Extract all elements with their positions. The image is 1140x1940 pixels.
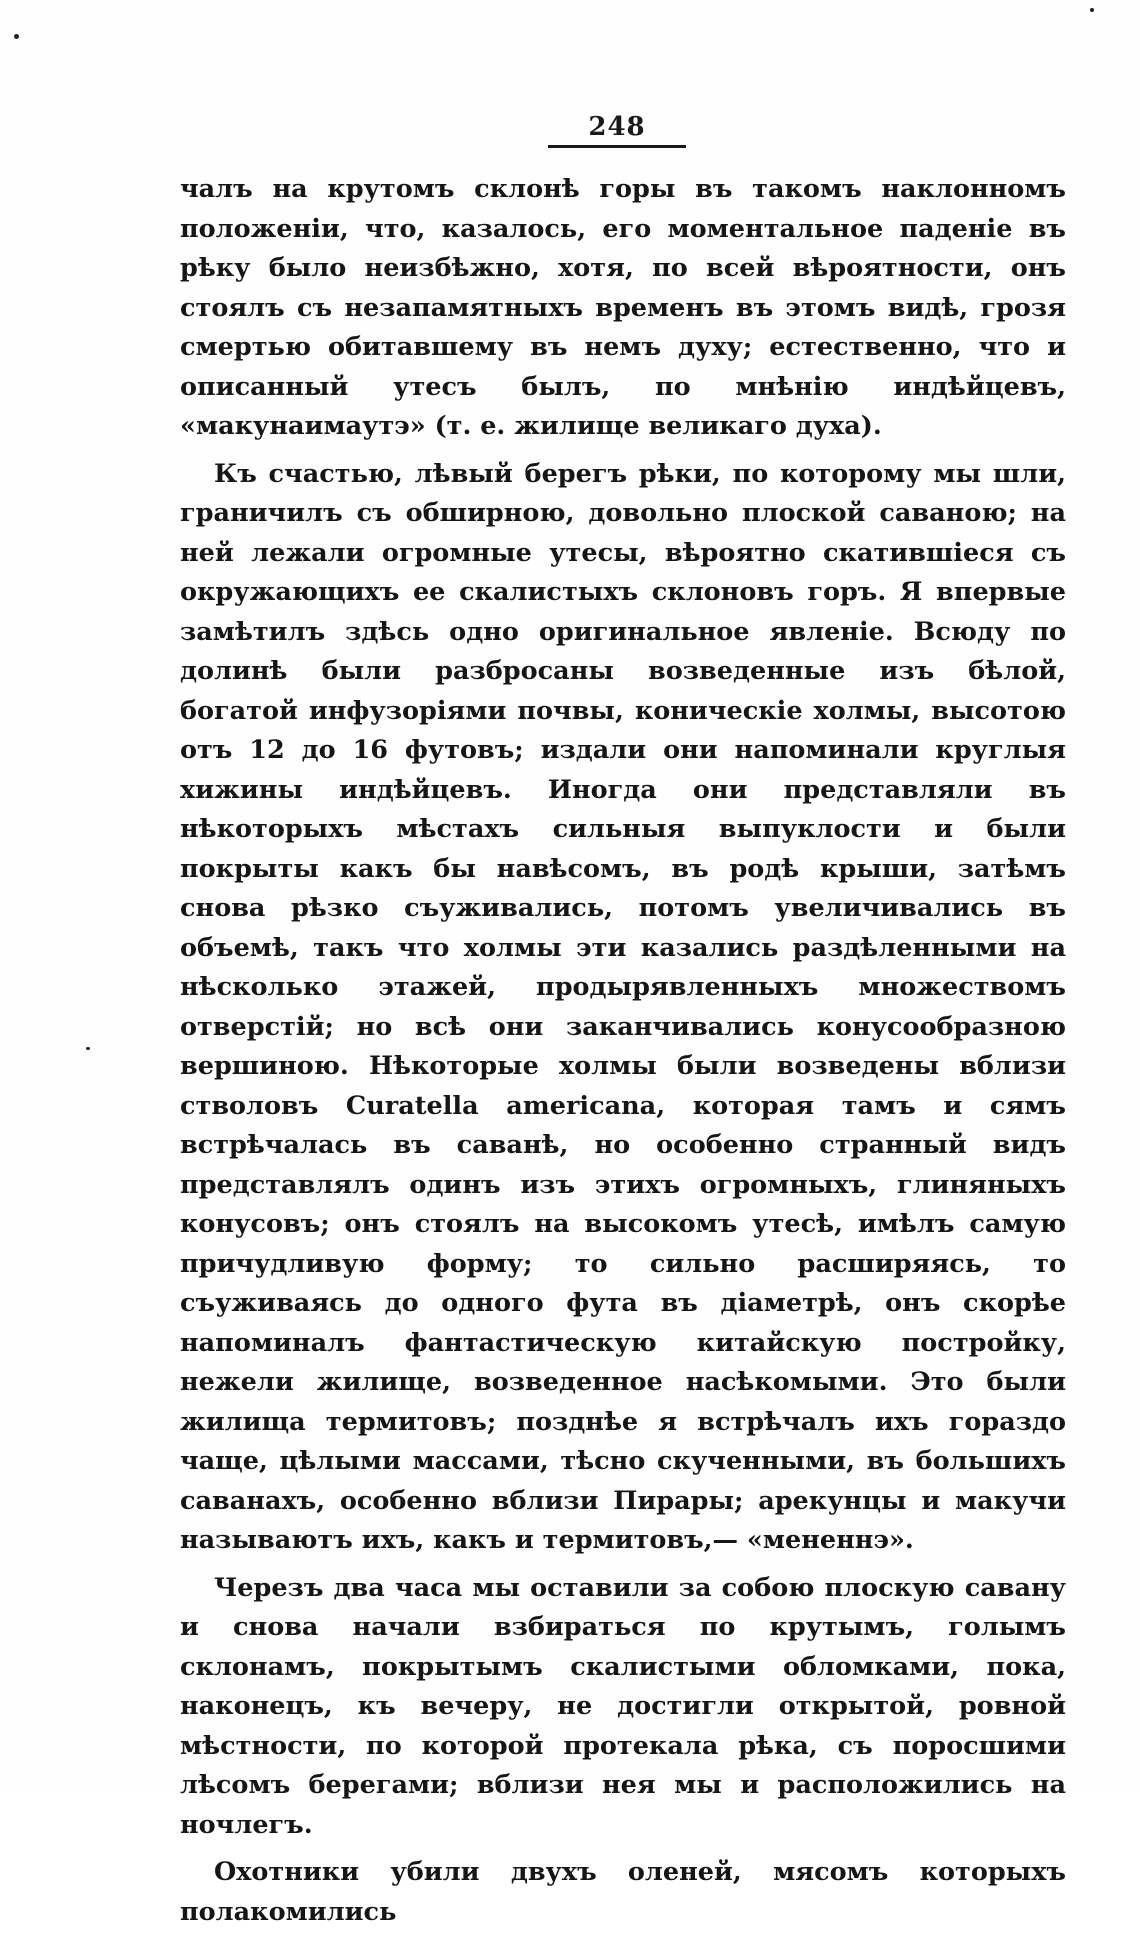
paragraph: Охотники убили двухъ оленей, мясомъ которыхъ полакомились bbox=[180, 1857, 1066, 1927]
page-header bbox=[548, 112, 686, 148]
scan-speck bbox=[1090, 8, 1094, 12]
paragraph: чалъ на крутомъ склонѣ горы въ такомъ наклонномъ положеніи, что, казалось, его моментальное паденіе въ рѣку было неизбѣжно, хотя, по всей вѣроятности, онъ стоялъ съ незапамятныхъ временъ въ этомъ видѣ, грозя смертью обитавшему въ немъ духу; естественно, что и описанный утесъ былъ, по мнѣнію индѣйцевъ, «макунаимаутэ» (т. е. жилище великаго духа). bbox=[180, 174, 1066, 441]
scan-speck bbox=[86, 1047, 90, 1050]
paragraph: Къ счастью, лѣвый берегъ рѣки, по которому мы шли, граничилъ съ обширною, довольно плоской саваною; на ней лежали огромные утесы, вѣроятно скатившіеся съ окружающихъ ее скалистыхъ склоновъ горъ. Я впервые замѣтилъ здѣсь одно оригинальное явленіе. Всюду по долинѣ были разбросаны возведенные изъ бѣлой, богатой инфузоріями почвы, коническіе холмы, высотою отъ 12 до 16 футовъ; издали они напоминали круглыя хижины индѣйцевъ. Иногда они представляли въ нѣкоторыхъ мѣстахъ сильныя выпуклости и были покрыты какъ бы навѣсомъ, въ родѣ крыши, затѣмъ снова рѣзко съуживались, потомъ увеличивались въ объемѣ, такъ что холмы эти казались раздѣленными на нѣсколько этажей, продырявленныхъ множествомъ отверстій; но всѣ они заканчивались конусообразною вершиною. Нѣкоторые холмы были возведены вблизи стволовъ Curatella americana, которая тамъ и сямъ встрѣчалась въ саванѣ, но особенно странный видъ представлялъ одинъ изъ этихъ огромныхъ, глиняныхъ конусовъ; онъ стоялъ на высокомъ утесѣ, имѣлъ самую причудливую форму; то сильно расширяясь, то съуживаясь до одного фута въ діаметрѣ, онъ скорѣе напоминалъ фантастическую китайскую постройку, нежели жилище, возведенное насѣкомыми. Это были жилища термитовъ; позднѣе я встрѣчалъ ихъ гораздо чаще, цѣлыми массами, тѣсно скученными, въ большихъ саванахъ, особенно вблизи Пирары; арекунцы и макучи называютъ ихъ, какъ и термитовъ,— «мененнэ». bbox=[180, 458, 1066, 1555]
page-number: 248 bbox=[588, 112, 646, 142]
body-text bbox=[180, 170, 1066, 1940]
paragraph: Черезъ два часа мы оставили за собою плоскую савану и снова начали взбираться по крутымъ, голымъ склонамъ, покрытымъ скалистыми обломками, пока, наконецъ, къ вечеру, не достигли открытой, ровной мѣстности, по которой протекала рѣка, съ поросшими лѣсомъ берегами; вблизи нея мы и расположились на ночлегъ. bbox=[180, 1572, 1066, 1840]
header-rule bbox=[548, 145, 686, 148]
scan-speck bbox=[14, 34, 19, 39]
